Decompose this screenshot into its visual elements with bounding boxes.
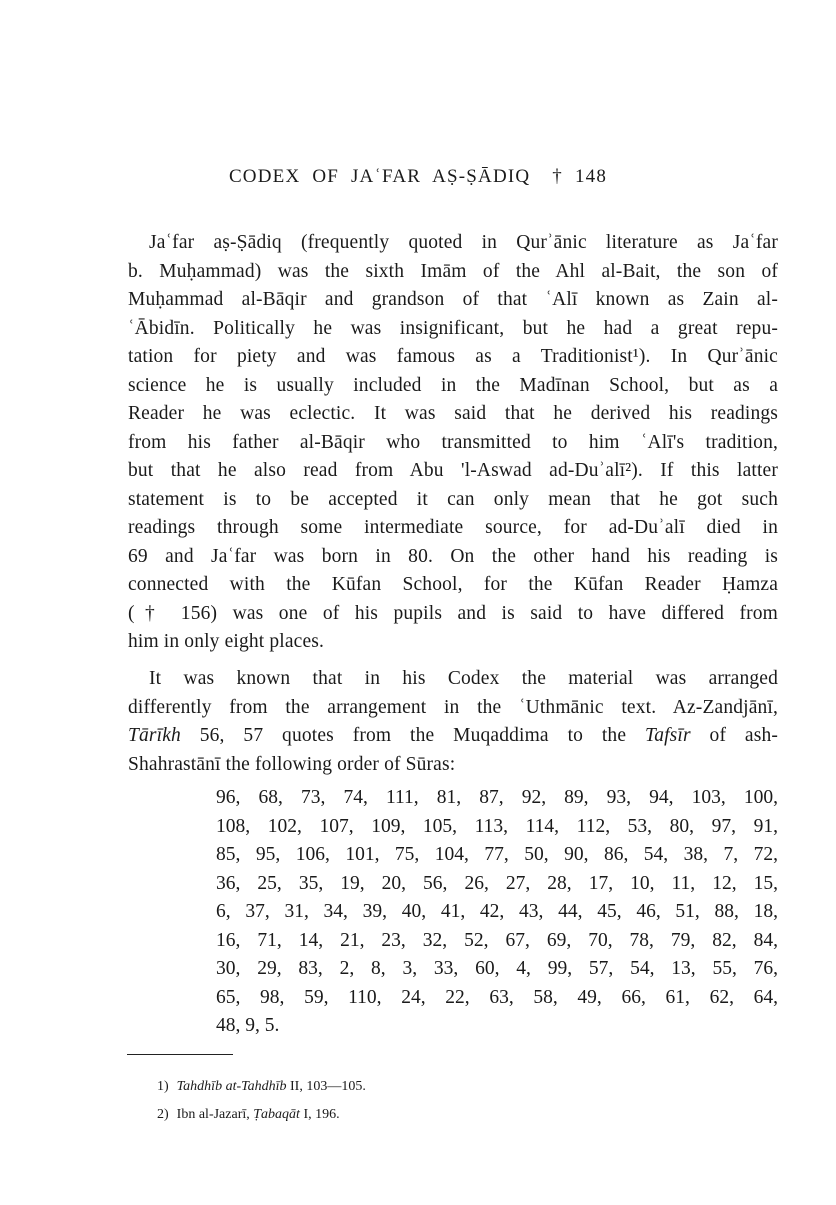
text-line: Jaʿfar aṣ-Ṣādiq (frequently quoted in Qurʾānic literature as Jaʿfar bbox=[149, 232, 778, 253]
text-line: but that he also read from Abu 'l-Aswad ad-Duʾalī²). If this latter bbox=[128, 460, 778, 481]
dagger-symbol: † bbox=[552, 166, 563, 187]
sura-line: 96, 68, 73, 74, 111, 81, 87, 92, 89, 93, 94, 103, 100, bbox=[216, 787, 778, 808]
text-line: 69 and Jaʿfar was born in 80. On the other hand his reading is bbox=[128, 545, 778, 567]
text-line: statement is to be accepted it can only mean that he got such bbox=[128, 488, 778, 510]
running-head bbox=[0, 166, 836, 188]
sura-order-list bbox=[216, 784, 778, 1041]
text-line: him in only eight places. bbox=[128, 631, 325, 652]
sura-line: 16, 71, 14, 21, 23, 32, 52, 67, 69, 70, 78, 79, 82, 84, bbox=[216, 929, 778, 951]
text-line: readings through some intermediate source, for ad-Duʾalī died in bbox=[128, 517, 778, 538]
book-title-tarikh: Tārīkh bbox=[128, 725, 181, 746]
sura-line: 48, 9, 5. bbox=[216, 1015, 280, 1036]
text-line: tation for piety and was famous as a Traditionist¹). In Qurʾānic bbox=[128, 346, 778, 367]
footnotes bbox=[157, 1073, 366, 1129]
paragraph-biography bbox=[128, 229, 778, 657]
text-line: differently from the arrangement in the ʿUthmānic text. Az-Zandjānī, bbox=[128, 696, 778, 718]
text-line: It was known that in his Codex the material was arranged bbox=[149, 668, 778, 689]
sura-line: 85, 95, 106, 101, 75, 104, 77, 50, 90, 86, 54, 38, 7, 72, bbox=[216, 844, 778, 865]
paragraph-codex-arrangement bbox=[128, 665, 778, 779]
sura-line: 65, 98, 59, 110, 24, 22, 63, 58, 49, 66, 61, 62, 64, bbox=[216, 986, 778, 1008]
footnote-author: Ibn al-Jazarī, bbox=[176, 1107, 254, 1122]
footnote-citation: II, 103—105. bbox=[286, 1079, 366, 1094]
text-line: († 156) was one of his pupils and is said to have differed from bbox=[128, 602, 778, 624]
footnote-number: 2) bbox=[157, 1107, 169, 1122]
sura-line: 36, 25, 35, 19, 20, 56, 26, 27, 28, 17, 10, 11, 12, 15, bbox=[216, 872, 778, 894]
sura-line: 30, 29, 83, 2, 8, 3, 33, 60, 4, 99, 57, 54, 13, 55, 76, bbox=[216, 958, 778, 979]
text-line: science he is usually included in the Madīnan School, but as a bbox=[128, 374, 778, 396]
footnote-title: Ṭabaqāt bbox=[253, 1107, 300, 1122]
text-line-with-titles bbox=[128, 722, 778, 751]
text-line: from his father al-Bāqir who transmitted to him ʿAlī's tradition, bbox=[128, 431, 778, 453]
footnote-1 bbox=[157, 1073, 366, 1101]
footnote-2 bbox=[157, 1101, 366, 1129]
chapter-title: CODEX OF JAʿFAR AṢ-ṢĀDIQ bbox=[228, 166, 531, 187]
text-line: Shahrastānī the following order of Sūras: bbox=[128, 753, 456, 775]
sura-line: 108, 102, 107, 109, 105, 113, 114, 112, 53, 80, 97, 91, bbox=[216, 815, 778, 837]
sura-line: 6, 37, 31, 34, 39, 40, 41, 42, 43, 44, 45, 46, 51, 88, 18, bbox=[216, 901, 778, 922]
footnote-separator bbox=[127, 1054, 233, 1055]
text-fragment: 56, 57 quotes from the Muqaddima to the bbox=[180, 725, 645, 746]
text-line: connected with the Kūfan School, for the Kūfan Reader Ḥamza bbox=[128, 574, 778, 595]
book-title-tafsir: Tafsīr bbox=[644, 725, 691, 746]
text-line: ʿĀbidīn. Politically he was insignificant, but he had a great repu- bbox=[128, 317, 778, 339]
text-line: Reader he was eclectic. It was said that he derived his readings bbox=[128, 403, 778, 424]
text-line: Muḥammad al-Bāqir and grandson of that ʿAlī known as Zain al- bbox=[128, 289, 778, 310]
footnote-title: Tahdhīb at-Tahdhīb bbox=[176, 1079, 287, 1094]
death-year: 148 bbox=[574, 166, 608, 187]
footnote-number: 1) bbox=[157, 1079, 169, 1094]
text-line: b. Muḥammad) was the sixth Imām of the Ahl al-Bait, the son of bbox=[128, 260, 778, 282]
footnote-citation: I, 196. bbox=[299, 1107, 340, 1122]
text-fragment: of ash- bbox=[690, 725, 779, 746]
